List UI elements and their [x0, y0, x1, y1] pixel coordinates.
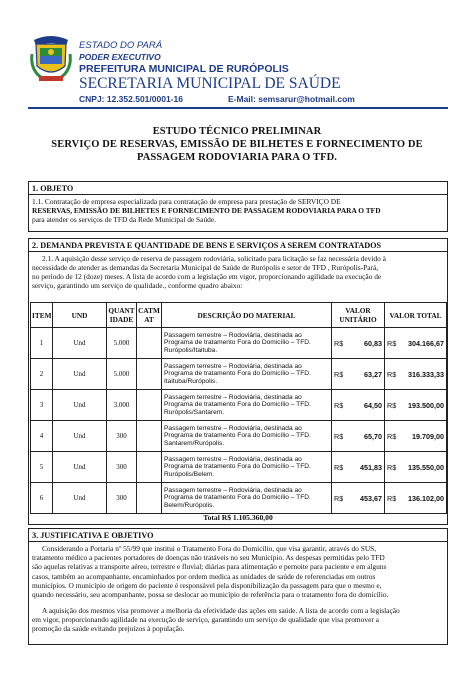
table-header-row [31, 303, 447, 328]
amount: 19.709,00 [412, 431, 444, 441]
cell-item: 6 [31, 483, 53, 514]
currency-symbol: R$ [334, 369, 344, 379]
cell-catmat [137, 483, 162, 514]
col-total-value: VALOR TOTAL [385, 303, 447, 328]
cell-item: 5 [31, 452, 53, 483]
amount: 60,83 [364, 338, 382, 348]
state-name: ESTADO DO PARÁ [79, 40, 163, 51]
cell-catmat [137, 421, 162, 452]
cell-total-value [385, 328, 447, 359]
cell-unit-value [332, 483, 385, 514]
amount: 304.166,67 [408, 338, 444, 348]
cell-total-value [385, 483, 447, 514]
currency-symbol: R$ [334, 431, 344, 441]
col-item: ITEM [31, 303, 53, 328]
section-1-text-2: RESERVAS, EMISSÃO DE BILHETES E FORNECIMENTO DE PASSAGEM RODOVIARIA PARA O TFD [32, 206, 381, 215]
section-1-heading: 1. OBJETO [28, 181, 448, 194]
items-table [30, 302, 447, 514]
amount: 63,27 [364, 369, 382, 379]
cell-unit-value [332, 390, 385, 421]
cell-qty: 300 [107, 483, 137, 514]
paragraph-line: quando necessário, seu acompanhante, possa se deslocar ao município de referência para o tratamento fora do domicílio. [32, 590, 389, 599]
paragraph-line: promoção da saúde evitando prejuízos à população. [32, 624, 185, 634]
cell-und: Und [53, 359, 107, 390]
cell-desc: Passagem terrestre – Rodoviária, destinada ao Programa de tratamento Fora do Domicílio – TFD. Rurópolis/Santarem. [162, 390, 332, 421]
paragraph-line: casos, também ao acompanhante, encaminhados por ordem medica as unidades de saúde de referenciadas em outros [32, 571, 376, 581]
currency-symbol: R$ [387, 369, 397, 379]
cell-item: 3 [31, 390, 53, 421]
currency-symbol: R$ [387, 338, 397, 348]
table-row [31, 452, 447, 483]
document-title: ESTUDO TÉCNICO PRELIMINAR [152, 126, 322, 137]
cell-desc: Passagem terrestre – Rodoviária, destinada ao Programa de tratamento Fora do Domicílio – TFD. Santarem/Rurópolis. [162, 421, 332, 452]
amount: 316.333,33 [408, 369, 444, 379]
cell-total-value [385, 421, 447, 452]
currency-symbol: R$ [387, 493, 397, 503]
paragraph-line: A aquisição dos mesmos visa promover a melhoria da efetividade das ações em saúde. A lista de acordo com a legislação [42, 606, 400, 615]
coat-of-arms-icon [30, 34, 72, 84]
col-unit-value: VALOR UNITÁRIO [332, 303, 385, 328]
paragraph-line: municípios. O município de origem do paciente é responsável pela disponibilização da passagem para que o mesmo e, [32, 580, 382, 590]
cell-qty: 300 [107, 421, 137, 452]
amount: 453,67 [360, 493, 382, 503]
currency-symbol: R$ [334, 493, 344, 503]
cell-und: Und [53, 328, 107, 359]
cell-catmat [137, 328, 162, 359]
cell-catmat [137, 359, 162, 390]
section-2-text-1: 2.1. A aquisição desse serviço de reserva de passagem rodoviária, solicitado para licitação se faz necessária devido à [42, 254, 386, 263]
cell-qty: 5.000 [107, 359, 137, 390]
executive-power: PODER EXECUTIVO [79, 52, 161, 62]
col-qty: QUANTIDADE [107, 303, 137, 328]
amount: 64,50 [364, 400, 382, 410]
section-2-text-4: serviço, garantindo um serviço de qualidade., conforme quadro abaixo: [32, 281, 243, 290]
cell-total-value [385, 452, 447, 483]
paragraph-line: Considerando a Portaria nº 55/99 que institui o Tratamento Fora do Domicílio, que visa garantir, através do SUS, [42, 544, 377, 553]
table-row [31, 421, 447, 452]
currency-symbol: R$ [387, 462, 397, 472]
section-2-heading: 2. DEMANDA PREVISTA E QUANTIDADE DE BENS E SERVIÇOS A SEREM CONTRATADOS [28, 238, 448, 251]
cell-total-value [385, 359, 447, 390]
document-subtitle-2: PASSAGEM RODOVIARIA PARA O TFD. [137, 152, 337, 163]
section-2-text-2: necessidade de atender as demandas da Secretaria Municipal de Saúde de Rurópolis e setor de TFD , Rurópolis-Pará, [32, 263, 379, 272]
cell-catmat [137, 390, 162, 421]
cell-desc: Passagem terrestre – Rodoviária, destinada ao Programa de tratamento Fora do Domicílio – TFD. Rurópolis/Itaituba. [162, 328, 332, 359]
amount: 136.102,00 [408, 493, 444, 503]
amount: 135.550,00 [408, 462, 444, 472]
section-3-heading: 3. JUSTIFICATIVA E OBJETIVO [28, 528, 448, 541]
cell-unit-value [332, 421, 385, 452]
secretaria-name: SECRETARIA MUNICIPAL DE SAÚDE [79, 75, 341, 92]
header-divider [28, 107, 448, 109]
col-und: UND [53, 303, 107, 328]
cell-und: Und [53, 452, 107, 483]
section-1-text-1: 1.1. Contratação de empresa especializada para contratação de empresa para prestação de SERVIÇO DE [32, 197, 341, 206]
currency-symbol: R$ [334, 400, 344, 410]
section-2-text-3: no período de 12 (doze) meses. A lista de acordo com a legislação em vigor, proporcionando agilidade na execução de [32, 272, 382, 281]
prefeitura-name: PREFEITURA MUNICIPAL DE RURÓPOLIS [79, 63, 289, 75]
cell-unit-value [332, 359, 385, 390]
section-1-text-3: para atender os serviços de TFD da Rede Municipal de Saúde. [32, 215, 216, 224]
cell-und: Und [53, 421, 107, 452]
col-catmat: CATMAT [137, 303, 162, 328]
document-subtitle-1: SERVIÇO DE RESERVAS, EMISSÃO DE BILHETES E FORNECIMENTO DE [51, 139, 423, 150]
currency-symbol: R$ [334, 338, 344, 348]
cell-desc: Passagem terrestre – Rodoviária, destinada ao Programa de tratamento Fora do Domicílio – TFD. Itaituba/Rurópolis. [162, 359, 332, 390]
cell-item: 4 [31, 421, 53, 452]
cell-qty: 3.000 [107, 390, 137, 421]
col-description: DESCRIÇÃO DO MATERIAL [162, 303, 332, 328]
paragraph-line: tratamento médico a pacientes portadores de doenças não tratáveis no seu Município. As despesas permitidas pelo TFD [32, 553, 385, 563]
amount: 193.500,00 [408, 400, 444, 410]
paragraph-line: em vigor, proporcionando agilidade na execução de serviço, garantindo um serviço de qualidade que visa promover a [32, 615, 379, 625]
currency-symbol: R$ [387, 400, 397, 410]
cell-total-value [385, 390, 447, 421]
amount: 65,70 [364, 431, 382, 441]
table-row [31, 328, 447, 359]
cnpj: CNPJ: 12.352.501/0001-16 [79, 94, 183, 104]
cell-unit-value [332, 328, 385, 359]
currency-symbol: R$ [387, 431, 397, 441]
cell-desc: Passagem terrestre – Rodoviária, destinada ao Programa de tratamento Fora do Domicílio – TFD. Rurópolis/Belem. [162, 452, 332, 483]
currency-symbol: R$ [334, 462, 344, 472]
amount: 451,83 [360, 462, 382, 472]
cell-desc: Passagem terrestre – Rodoviária, destinada ao Programa de tratamento Fora do Domicílio – TFD. Belem/Rurópolis. [162, 483, 332, 514]
cell-catmat [137, 452, 162, 483]
cell-item: 2 [31, 359, 53, 390]
paragraph-line: são aquelas relativas a transporte aéreo, terrestre e fluvial; diárias para alimentação e pernoite para paciente e em alguns [32, 562, 387, 572]
cell-und: Und [53, 390, 107, 421]
cell-qty: 300 [107, 452, 137, 483]
cell-unit-value [332, 452, 385, 483]
cell-item: 1 [31, 328, 53, 359]
table-total: Total R$ 1.105.360,00 [203, 513, 273, 522]
cell-qty: 5.000 [107, 328, 137, 359]
table-row [31, 390, 447, 421]
table-row [31, 359, 447, 390]
cell-und: Und [53, 483, 107, 514]
email: E-Mail: semsarur@hotmail.com [228, 94, 355, 104]
table-row [31, 483, 447, 514]
